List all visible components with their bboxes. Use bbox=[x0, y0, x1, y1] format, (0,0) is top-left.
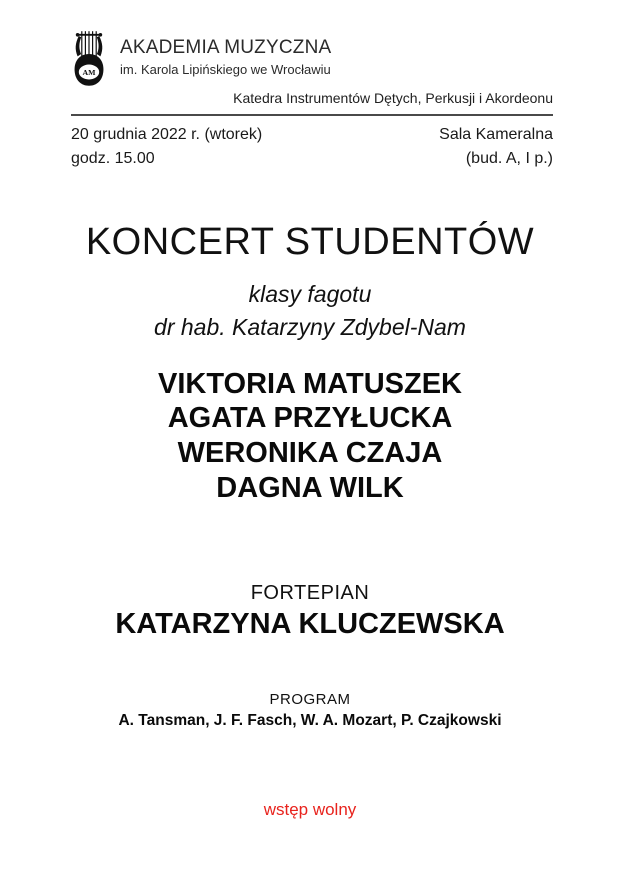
event-datetime bbox=[71, 123, 262, 171]
performer-name: AGATA PRZYŁUCKA bbox=[167, 402, 453, 435]
program-label: PROGRAM bbox=[269, 690, 351, 708]
department-line: Katedra Instrumentów Dętych, Perkusji i Akordeonu bbox=[233, 90, 553, 106]
performer-name: DAGNA WILK bbox=[216, 472, 404, 505]
class-description bbox=[0, 278, 620, 345]
class-line-2: dr hab. Katarzyny Zdybel-Nam bbox=[154, 314, 466, 341]
event-time: godz. 15.00 bbox=[71, 150, 155, 167]
venue-detail: (bud. A, I p.) bbox=[465, 150, 553, 167]
event-info-row bbox=[71, 123, 553, 171]
institution-name: AKADEMIA MUZYCZNA bbox=[120, 37, 332, 58]
logo-monogram: AM bbox=[82, 68, 96, 77]
program-block bbox=[0, 691, 620, 730]
accompanist-role: FORTEPIAN bbox=[250, 581, 370, 604]
class-line-1: klasy fagotu bbox=[248, 281, 372, 307]
header bbox=[0, 0, 620, 171]
institution-brand bbox=[71, 30, 553, 87]
admission-note: wstęp wolny bbox=[263, 799, 357, 819]
venue-name: Sala Kameralna bbox=[439, 126, 553, 143]
event-date: 20 grudnia 2022 r. (wtorek) bbox=[71, 126, 263, 143]
institution-text bbox=[120, 37, 331, 77]
accompanist-name: KATARZYNA KLUCZEWSKA bbox=[115, 607, 505, 640]
concert-title: KONCERT STUDENTÓW bbox=[85, 221, 535, 263]
event-venue bbox=[439, 123, 553, 171]
institution-subtitle: im. Karola Lipińskiego we Wrocławiu bbox=[120, 62, 331, 77]
performers-list bbox=[0, 367, 620, 506]
lyre-logo-icon bbox=[71, 30, 107, 87]
performer-name: VIKTORIA MATUSZEK bbox=[158, 367, 462, 400]
accompanist-block bbox=[0, 582, 620, 641]
program-composers: A. Tansman, J. F. Fasch, W. A. Mozart, P. Czajkowski bbox=[118, 711, 502, 729]
header-divider bbox=[71, 114, 553, 116]
performer-name: WERONIKA CZAJA bbox=[177, 437, 443, 470]
